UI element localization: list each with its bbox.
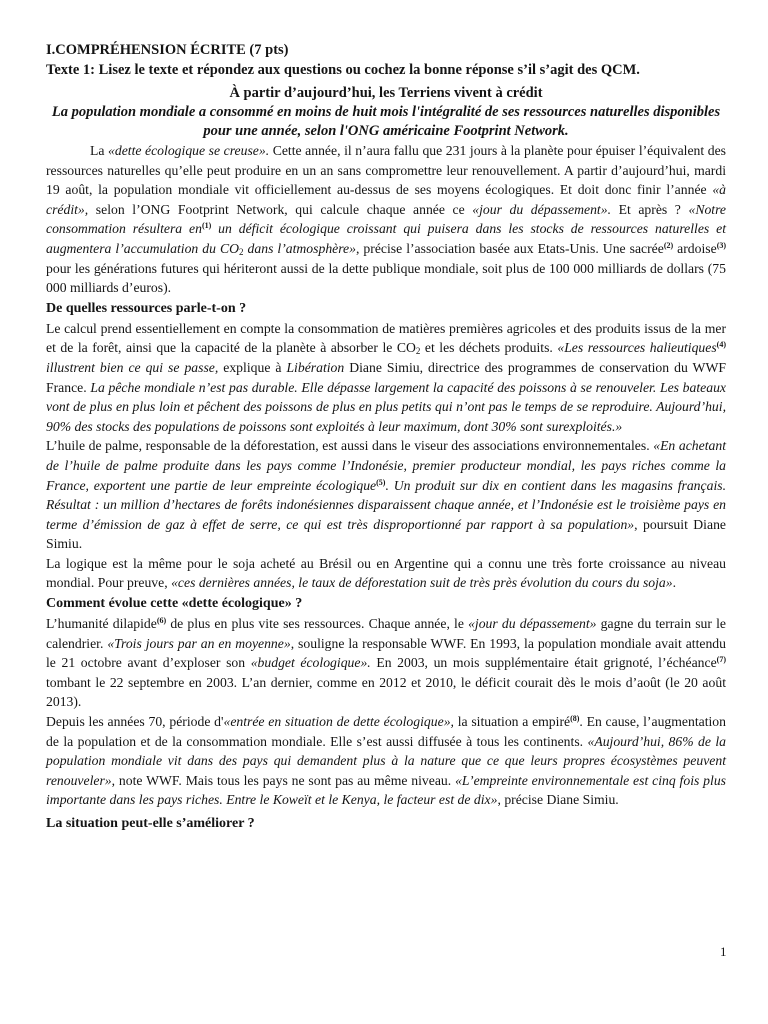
subheading-resources: De quelles ressources parle-t-on ? (46, 300, 247, 316)
footnote-marker-1: (1) (201, 221, 212, 231)
footnote-marker-4: (4) (716, 340, 726, 350)
page-number: 1 (720, 944, 727, 959)
document-page (46, 40, 726, 834)
footnote-marker-6: (6) (156, 616, 167, 626)
footnote-marker-3: (3) (716, 240, 727, 250)
footnote-marker-8: (8) (570, 714, 580, 724)
instruction-line: Texte 1: Lisez le texte et répondez aux questions ou cochez la bonne réponse s’il s’agit des QCM. (46, 62, 640, 78)
footnote-marker-7: (7) (716, 655, 726, 665)
paragraph-1: La «dette écologique se creuse». Cette année, il n’aura fallu que 231 jours à la planète pour épuiser l’équivalent des ressources naturelles qu’elle peut produire en un an sans compromettre leur renouvellement. A partir d’aujourd’hui, mardi 19 août, la population mondiale vit officiellement au-dessus de ses moyens écologiques. Et doit donc finir l’année «à crédit», selon l’ONG Footprint Network, qui calcule chaque année ce «jour du dépassement». Et après ? «Notre consommation résultera $en^{(1)}$ un déficit écologique croissant qui puisera dans les stocks de ressources naturelles et augmentera l’accumulation du $CO_2$ dans l’atmosphère», précise l’association basée aux Etats-Unis. Une sacrée$^{(2)}$ ardoise$^{(3)}$ pour les générations futures qui hériteront aussi de la dette publique mondiale, soit plus de 100 000 milliards de dollars (75 000 milliards d’euros). (46, 143, 727, 296)
paragraph-3: L’huile de palme, responsable de la déforestation, est aussi dans le viseur des associations environnementales. «En achetant de l’huile de palme produite dans les pays comme l’Indonésie, premier producteur mondial, les pays riches comme la France, exportent une partie de leur empreinte écologique$^{(5)}$. Un produit sur dix en contient dans les magasins français. Résultat : un million d’hectares de forêts indonésiennes disparaissent chaque année, et l’Indonésie est le troisième pays en terme d’émission de gaz à effet de serre, ce qui est très disproportionné par rapport à sa population», poursuit Diane Simiu. (46, 438, 726, 552)
article-title: À partir d’aujourd’hui, les Terriens vivent à crédit (229, 85, 543, 101)
subheading-improvement: La situation peut-elle s’améliorer ? (46, 816, 255, 831)
article-subtitle: La population mondiale a consommé en moins de huit mois l'intégralité de ses ressources naturelles disponibles pour une année, selon l'ONG américaine Footprint Network. (51, 104, 721, 139)
paragraph-6: Depuis les années 70, période d'«entrée en situation de dette écologique», la situation a empiré$^{(8)}$. En cause, l’augmentation de la population et de la consommation mondiale. Elle s’est aussi diffusée à tous les continents. «Aujourd’hui, 86% de la population mondiale vit dans des pays qui demandent plus à la nature que ce que leurs propres écosystèmes peuvent renouveler», note WWF. Mais tous les pays ne sont pas au même niveau. «L’empreinte environnementale est cinq fois plus importante dans les pays riches. Entre le Koweït et le Kenya, le facteur est de dix», précise Diane Simiu. (46, 714, 727, 808)
footnote-marker-2: (2) (663, 240, 674, 250)
paragraph-5: L’humanité dilapide$^{(6)}$ de plus en plus vite ses ressources. Chaque année, le «jour du dépassement» gagne du terrain sur le calendrier. «Trois jours par an en moyenne», souligne la responsable WWF. En 1993, la population mondiale avait attendu le 21 octobre avant d’exploser son «budget écologique». En 2003, un mois supplémentaire était grignoté, l’échéance$^{(7)}$ tombant le 22 septembre en 2003. L’an dernier, comme en 2012 et 2010, le déficit courait dès le mois d’août (le 20 août 2013). (46, 616, 726, 710)
section-heading: I.COMPRÉHENSION ÉCRITE (7 pts) (46, 42, 289, 58)
paragraph-2: Le calcul prend essentiellement en compte la consommation de matières premières agricoles et des produits issus de la mer et de la forêt, ainsi que la capacité de la planète à absorber le $CO_2$ et les déchets produits. «Les ressources halieutiques$^{(4)}$ illustrent bien ce qui se passe, explique à Libération Diane Simiu, directrice des programmes de conservation du WWF France. La pêche mondiale n’est pas durable. Elle dépasse largement la capacité des poissons à se renouveler. Les bateaux vont de plus en plus loin et pêchent des poissons de plus en plus petits qui n’ont pas le temps de se reproduire. Aujourd’hui, 90% des stocks des populations de poissons sont exploités à leur maximum, dont 30% sont surexploités.» (46, 320, 726, 434)
paragraph-4: La logique est la même pour le soja acheté au Brésil ou en Argentine qui a connu une très forte croissance au niveau mondial. Pour preuve, «ces dernières années, le taux de déforestation suit de très près évolution du cours du soja». (46, 555, 726, 591)
footnote-marker-5: (5) (376, 477, 386, 487)
subheading-evolution: Comment évolue cette «dette écologique» ? (46, 596, 303, 612)
